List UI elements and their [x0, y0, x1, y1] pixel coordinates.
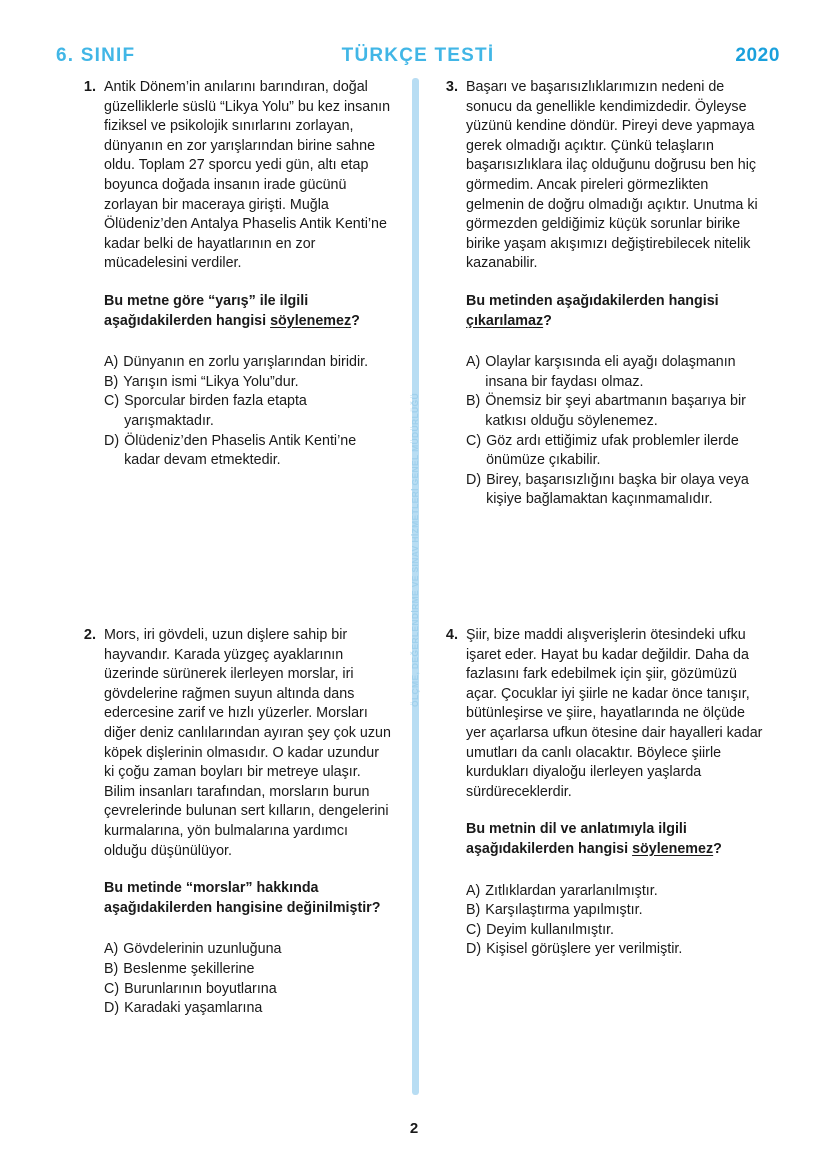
option-text: Önemsiz bir şeyi abartmanın başarıya bir katkısı olduğu söylenemez. [485, 393, 746, 429]
option-text: Birey, başarısızlığını başka bir olaya veya kişiye bağlamaktan kaçınmamalıdır. [486, 471, 749, 508]
exam-year-label: 2020 [735, 45, 780, 66]
option-letter: A) [466, 354, 481, 371]
question-sheet [0, 78, 828, 1088]
question-stem-3-part-a: Bu metinden aşağıdakilerden hangisi [466, 292, 719, 309]
question-options-3 [466, 353, 764, 510]
option-letter: C) [466, 432, 482, 449]
question-block-4 [434, 626, 764, 960]
question-stem-4-part-b: ? [713, 840, 722, 857]
question-passage-4: Şiir, bize maddi alışverişlerin ötesindeki ufku işaret eder. Hayat bu kadar değildir. Daha da fazlasını fark edebilmek için şiir, gözümüzü açar. Çocuklar iyi şiirle ne kadar önce tanışır, bütünleşirse ve şiire, hayatlarında ne ölçüde yer açarlarsa ufkun ötesine dair hayalleri kadar umutları da canlı olacaktır. Böylece şiirle kurdukları diyaloğu ilerleyen yaşlarda sürdüreceklerdir. [466, 627, 763, 800]
option-text: Ölüdeniz’den Phaselis Antik Kenti’ne kadar devam etmektedir. [124, 432, 357, 469]
question-number-2: 2. [83, 627, 96, 643]
option-2-d[interactable] [104, 999, 392, 1019]
option-1-b[interactable] [104, 373, 392, 393]
question-block-3 [434, 78, 764, 510]
option-3-c[interactable] [466, 432, 764, 471]
option-text: Dünyanın en zorlu yarışlarından biridir. [123, 354, 369, 371]
question-block-2 [72, 626, 392, 1019]
question-passage-3: Başarı ve başarısızlıklarımızın nedeni de sonucu da genellikle kendimizdedir. Öyleyse yüzünü kendine döndür. Pireyi deve yapmaya gerek olmadığı açıktır. Çünkü telaşların başarısızlıklara ilaç olduğunu doğrusu ben hiç görmedim. Ancak pireleri görmezlikten gelmenin de doğru olmadığı açıktır. Unutma ki görmezden geldiğimiz küçük sorunlar birike birike yaşam akışımızı değiştirebilecek nitelik kazanabilir. [466, 79, 758, 272]
question-options-4 [466, 882, 764, 960]
option-4-a[interactable] [466, 882, 764, 902]
option-letter: A) [466, 882, 481, 899]
option-letter: C) [466, 921, 482, 938]
question-number-4: 4. [445, 627, 458, 643]
option-text: Göz ardı ettiğimiz ufak problemler ilerde önümüze çıkabilir. [486, 432, 739, 469]
option-letter: C) [104, 980, 120, 997]
option-4-d[interactable] [466, 940, 764, 960]
question-block-1 [72, 78, 392, 471]
option-letter: B) [466, 393, 481, 410]
option-text: Sporcular birden fazla etapta yarışmaktadır. [124, 393, 307, 429]
option-text: Deyim kullanılmıştır. [486, 921, 614, 938]
test-title: TÜRKÇE TESTİ [341, 45, 495, 66]
option-letter: B) [104, 373, 119, 390]
option-letter: D) [104, 1000, 120, 1017]
option-letter: B) [104, 960, 119, 977]
grade-label: 6. SINIF [56, 45, 136, 66]
question-stem-1-keyword: söylenemez [270, 312, 352, 329]
option-letter: A) [104, 941, 119, 958]
option-letter: C) [104, 393, 120, 410]
question-stem-4-part-a: Bu metnin dil ve anlatımıyla ilgili aşağıdakilerden hangisi [466, 821, 687, 857]
institution-vertical-text: ÖLÇME, DEĞERLENDİRME VE SINAV HİZMETLERİ GENEL MÜDÜRLÜĞÜ [410, 393, 420, 707]
question-stem-4 [466, 820, 764, 859]
option-3-d[interactable] [466, 471, 764, 510]
question-stem-1-part-a: Bu metne göre “yarış” ile ilgili aşağıdakilerden hangisi [104, 292, 309, 329]
option-text: Gövdelerinin uzunluğuna [123, 941, 282, 958]
option-3-b[interactable] [466, 392, 764, 431]
question-number-1: 1. [83, 79, 96, 95]
option-4-c[interactable] [466, 921, 764, 941]
option-2-c[interactable] [104, 980, 392, 1000]
question-stem-1-part-b: ? [351, 312, 360, 329]
question-stem-3-part-b: ? [543, 312, 552, 329]
question-options-1 [104, 353, 392, 471]
question-stem-3 [466, 292, 764, 331]
question-stem-2-part-a: Bu metinde “morslar” hakkında aşağıdakilerden hangisine değinilmiştir? [104, 880, 381, 916]
option-text: Burunlarının boyutlarına [124, 980, 277, 997]
question-passage-2: Mors, iri gövdeli, uzun dişlere sahip bir hayvandır. Karada yüzgeç ayaklarının üzerinde sürünerek ilerleyen morslar, iri gövdelerine rağmen suyun altında dans edercesine zarif ve hızlı yüzerler. Morsları diğer deniz canlılarından ayıran şey çok uzun köpek dişlerinin olmasıdır. O kadar uzundur ki çoğu zaman boyları bir metreye ulaşır. Bilim insanları tarafından, morsların burun çevrelerinde bulunan sert kılların, dengelerini kurmalarına, yön bulmalarına yardımcı olduğu düşünülüyor. [104, 627, 391, 859]
option-letter: D) [466, 471, 482, 488]
question-options-2 [104, 940, 392, 1018]
option-text: Karadaki yaşamlarına [124, 1000, 263, 1017]
question-stem-2 [104, 879, 392, 918]
option-text: Olaylar karşısında eli ayağı dolaşmanın insana bir faydası olmaz. [485, 354, 736, 390]
option-1-d[interactable] [104, 432, 392, 471]
option-text: Beslenme şekillerine [123, 960, 255, 977]
option-2-a[interactable] [104, 940, 392, 960]
option-letter: D) [104, 432, 120, 449]
question-stem-3-keyword: çıkarılamaz [466, 312, 544, 329]
option-letter: B) [466, 902, 481, 919]
question-stem-1 [104, 292, 392, 331]
exam-header [56, 42, 780, 70]
option-text: Kişisel görüşlere yer verilmiştir. [486, 941, 683, 958]
question-passage-1: Antik Dönem’in anılarını barındıran, doğal güzelliklerle süslü “Likya Yolu” bu kez insanın fiziksel ve psikolojik sınırlarını zorlayan, dünyanın en zor yarışlarından birine sahne oldu. Toplam 27 sporcu yedi gün, altı etap boyunca doğada insanın irade gücünü zorlayan bir maceraya girişti. Muğla Ölüdeniz’den Antalya Phaselis Antik Kenti’ne kadar belki de hayatlarının en zor mücadelesini verdiler. [104, 79, 391, 272]
question-number-3: 3. [445, 79, 458, 95]
option-text: Zıtlıklardan yararlanılmıştır. [485, 882, 658, 899]
option-1-a[interactable] [104, 353, 392, 373]
question-stem-4-keyword: söylenemez [632, 840, 714, 857]
option-2-b[interactable] [104, 960, 392, 980]
option-letter: A) [104, 354, 119, 371]
option-4-b[interactable] [466, 901, 764, 921]
option-letter: D) [466, 941, 482, 958]
page-number: 2 [409, 1120, 419, 1137]
option-1-c[interactable] [104, 392, 392, 431]
option-text: Karşılaştırma yapılmıştır. [485, 902, 643, 919]
option-text: Yarışın ismi “Likya Yolu”dur. [123, 373, 299, 390]
option-3-a[interactable] [466, 353, 764, 392]
